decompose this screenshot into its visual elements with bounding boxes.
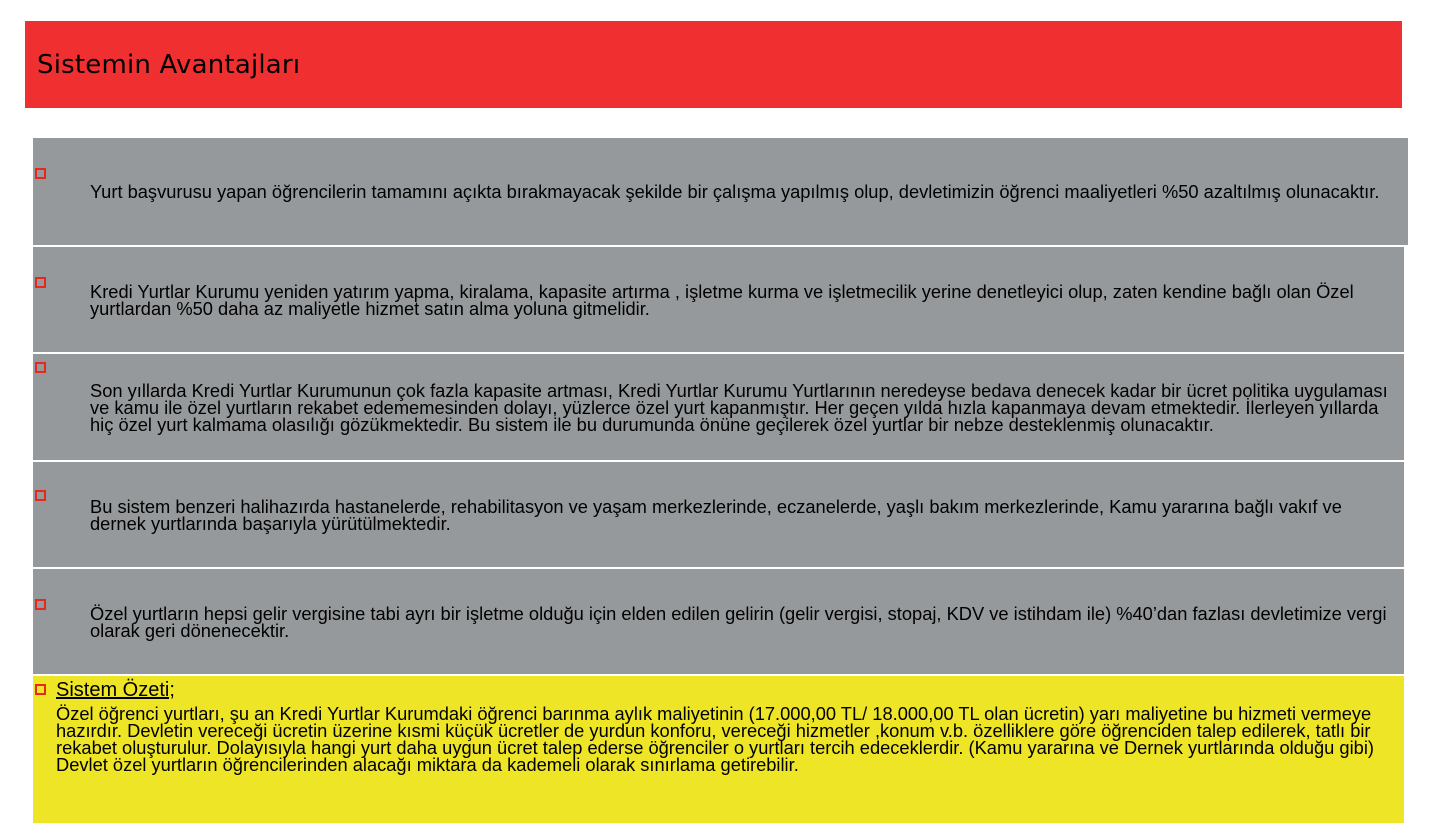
summary-box <box>33 676 1404 823</box>
advantage-text-5: Özel yurtların hepsi gelir vergisine tabi ayrı bir işletme olduğu için elden edilen gelirin (gelir vergisi, stopaj, KDV ve istihdam ile) %40’dan fazlası devletimize vergi olarak geri dönenecektir. <box>90 602 1387 641</box>
square-bullet-icon <box>35 490 46 501</box>
square-bullet-icon <box>35 362 46 373</box>
advantage-text-2: Kredi Yurtlar Kurumu yeniden yatırım yapma, kiralama, kapasite artırma , işletme kurma ve işletmecilik yerine denetleyici olup, zaten kendine bağlı olan Özel yurtlardan %50 daha az maliyetle hizmet satın alma yoluna gitmelidir. <box>90 280 1354 319</box>
advantage-text-3: Son yıllarda Kredi Yurtlar Kurumunun çok fazla kapasite artması, Kredi Yurtlar Kurumu Yurtlarının neredeyse bedava denecek kadar bir ücret politika uygulaması ve kamu ile özel yurtların rekabet edememesinden dolayı, yüzlerce özel yurt kapanmıştır. Her geçen yılda hızla kapanmaya devam etmektedir. İlerleyen yıllarda hiç özel yurt kalmama olasılığı gözükmektedir. Bu sistem ile bu durumunda önüne geçilerek özel yurtlar bir nebze desteklenmiş olunacaktır. <box>90 379 1388 435</box>
advantage-box-5 <box>33 569 1404 674</box>
title-bar <box>25 21 1402 108</box>
advantage-text-1: Yurt başvurusu yapan öğrencilerin tamamını açıkta bırakmayacak şekilde bir çalışma yapılmış olup, devletimizin öğrenci maaliyetleri %50 azaltılmış olunacaktır. <box>90 181 1380 202</box>
square-bullet-icon <box>35 599 46 610</box>
advantage-box-4 <box>33 462 1404 567</box>
advantage-box-2 <box>33 247 1404 352</box>
advantage-text-4: Bu sistem benzeri halihazırda hastanelerde, rehabilitasyon ve yaşam merkezlerinde, eczanelerde, yaşlı bakım merkezlerinde, Kamu yararına bağlı vakıf ve dernek yurtlarında başarıyla yürütülmektedir. <box>90 495 1342 534</box>
square-bullet-icon <box>35 277 46 288</box>
advantage-box-1 <box>33 138 1408 245</box>
page-title: Sistemin Avantajları <box>37 49 301 80</box>
advantage-box-3 <box>33 354 1404 460</box>
summary-title: Sistem Özeti; <box>56 679 175 701</box>
summary-body: Özel öğrenci yurtları, şu an Kredi Yurtlar Kurumdaki öğrenci barınma aylık maliyetinin (17.000,00 TL/ 18.000,00 TL olan ücretin) yarı maliyetine bu hizmeti vermeye hazırdır. Devletin vereceği ücretin üzerine kısmi küçük ücretler de yurdun konforu, vereceği hizmetler ,konum v.b. özelliklere göre öğrenciden talep edilerek, tatlı bir rekabet oluşturulur. Dolayısıyla hangi yurt daha uygun ücret talep ederse öğrenciler o yurtları tercih edeceklerdir. (Kamu yararına ve Dernek yurtlarında olduğu gibi) Devlet özel yurtların öğrencilerinden alacağı miktara da kademeli olarak sınırlama getirebilir. <box>56 703 1374 775</box>
square-bullet-icon <box>35 168 46 179</box>
square-bullet-icon <box>35 684 46 695</box>
